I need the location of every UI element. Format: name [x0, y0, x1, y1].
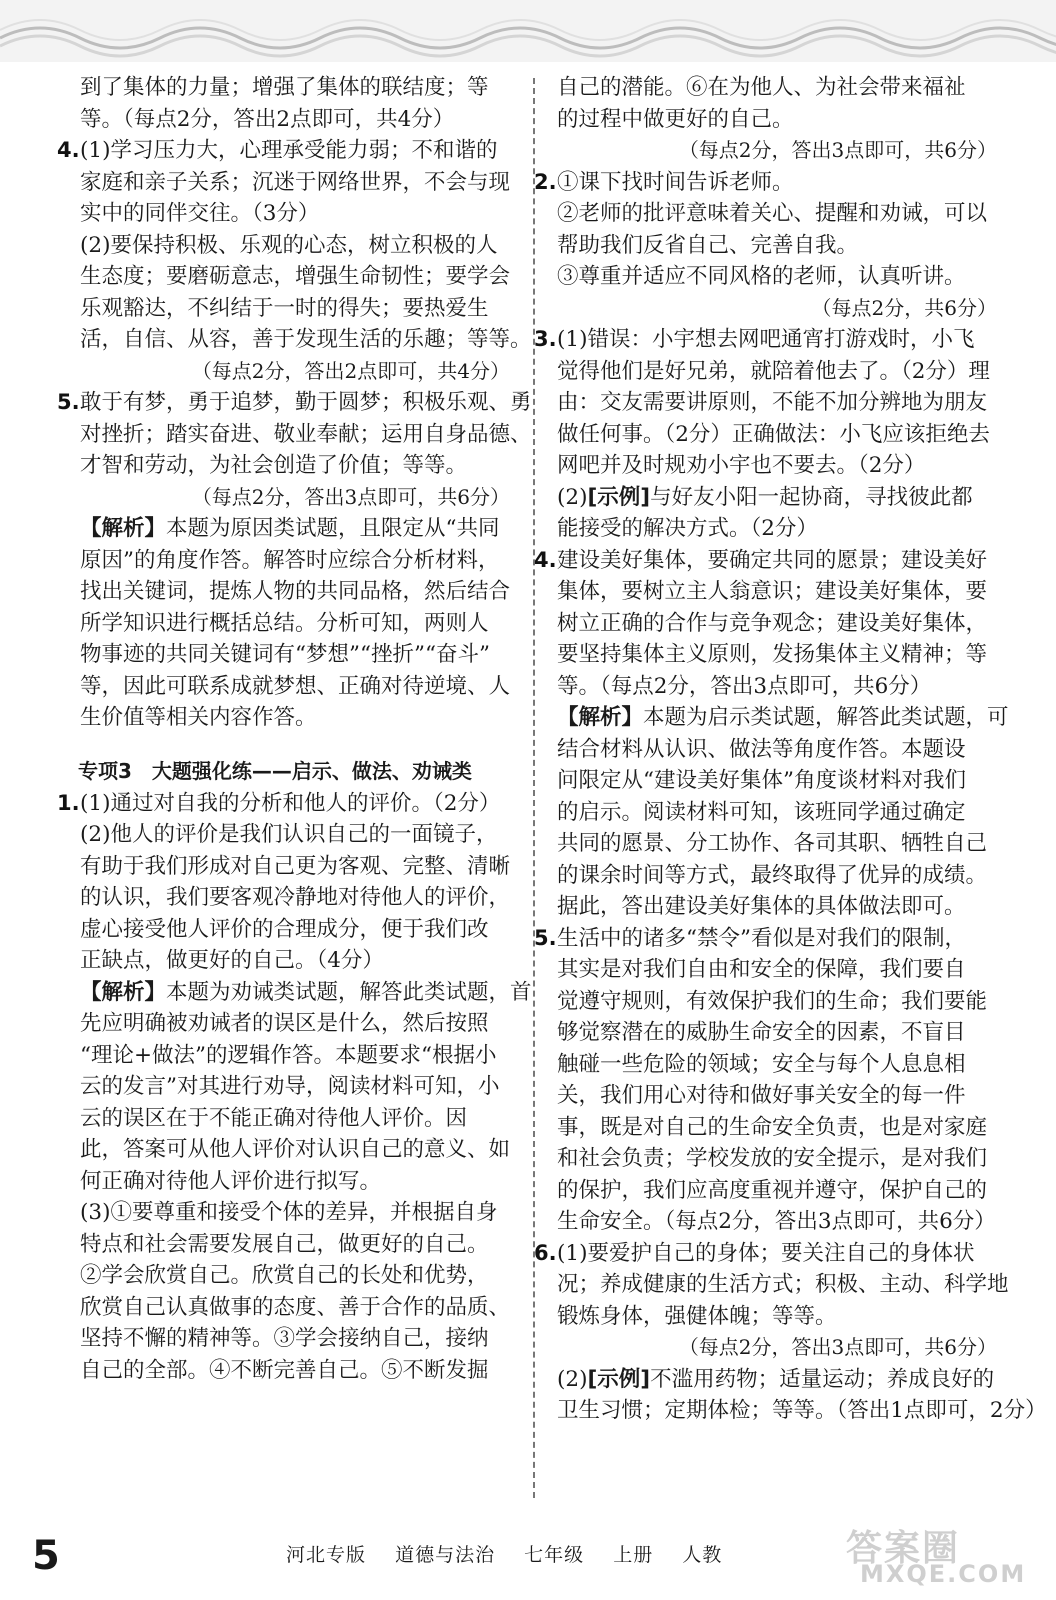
- text-line: 能接受的解决方式。（2分）: [557, 516, 818, 541]
- text-line: 据此，答出建设美好集体的具体做法即可。: [557, 894, 966, 919]
- sub-number: (2): [557, 484, 588, 510]
- text-line: 的课余时间等方式，最终取得了优异的成绩。: [557, 862, 988, 888]
- analysis-line: [80, 977, 532, 1009]
- text-line: (1)错误：小宇想去网吧通宵打游戏时，小飞: [557, 327, 975, 352]
- text-line: 等。（每点2分，答出2点即可，共4分）: [80, 106, 455, 132]
- grade-label: 七年级: [524, 1544, 585, 1566]
- text-line: 事，既是对自己的生命安全负责，也是对家庭: [557, 1114, 988, 1140]
- question-5-right: [534, 923, 997, 1238]
- header-decoration: [0, 0, 1056, 62]
- question-3: [534, 324, 997, 545]
- text-line: 敢于有梦，勇于追梦，勤于圆梦；积极乐观、勇: [80, 390, 532, 415]
- text-line: (2)要保持积极、乐观的心态，树立积极的人: [80, 232, 498, 258]
- text-line: (1)学习压力大，心理承受能力弱；不和谐的: [80, 138, 498, 163]
- text-line: “理论+做法”的逻辑作答。本题要求“根据小: [80, 1042, 497, 1068]
- book-info: [286, 1540, 744, 1567]
- question-5: [57, 387, 532, 734]
- right-column: [534, 72, 1047, 1427]
- section-question-1: [57, 788, 532, 1387]
- analysis-tag: 【解析】: [80, 979, 167, 1005]
- text-line: 欣赏自己认真做事的态度、善于合作的品质、: [80, 1294, 511, 1320]
- analysis-tag: 【解析】: [557, 705, 644, 730]
- score-note: （每点2分，答出3点即可，共6分）: [678, 138, 997, 162]
- text-line: ②学会欣赏自己。欣赏自己的长处和优势，: [80, 1263, 489, 1288]
- score-note: （每点2分，答出3点即可，共6分）: [191, 484, 510, 509]
- wave-pattern-icon: [0, 0, 1056, 62]
- text-line: 坚持不懈的精神等。③学会接纳自己，接纳: [80, 1326, 489, 1351]
- publisher-label: 人教: [682, 1544, 723, 1566]
- text-line: 的启示。阅读材料可知，该班同学通过确定: [557, 799, 966, 825]
- text-line: 关，我们用心对待和做好事关安全的每一件: [557, 1083, 966, 1108]
- text-line: 自己的全部。④不断完善自己。⑤不断发掘: [80, 1357, 489, 1383]
- text-line: (2)他人的评价是我们认识自己的一面镜子，: [80, 822, 498, 847]
- text-line: 其实是对我们自由和安全的保障，我们要自: [557, 957, 966, 982]
- text-line: 何正确对待他人评价进行拟写。: [80, 1168, 382, 1194]
- watermark-logo: [846, 1520, 1046, 1590]
- left-column: [57, 72, 532, 1386]
- text-line: 物事迹的共同关键词有“梦想”“挫折”“奋斗”: [80, 642, 490, 667]
- text-line: 问限定从“建设美好集体”角度谈材料对我们: [557, 768, 966, 793]
- text-line: ②老师的批评意味着关心、提醒和劝诫，可以: [557, 201, 988, 226]
- text-line: 做任何事。（2分）正确做法：小飞应该拒绝去: [557, 421, 990, 447]
- score-note: （每点2分，共6分）: [811, 295, 997, 320]
- text-line: 先应明确被劝诫者的误区是什么，然后按照: [80, 1011, 489, 1036]
- example-line: [557, 1364, 997, 1396]
- example-line: [557, 482, 997, 514]
- text-line: 的保护，我们应高度重视并遵守，保护自己的: [557, 1177, 988, 1203]
- text-line: 集体，要树立主人翁意识；建设美好集体，要: [557, 579, 988, 604]
- analysis-text: 本题为劝诫类试题，解答此类试题，首: [166, 979, 532, 1005]
- text-line: 生活中的诸多“禁令”看似是对我们的限制，: [557, 925, 966, 951]
- text-line: 云的误区在于不能正确对待他人评价。因: [80, 1105, 468, 1131]
- analysis-line: [80, 513, 510, 545]
- score-note: （每点2分，答出2点即可，共4分）: [191, 358, 510, 383]
- watermark-url: MXQE.COM: [860, 1560, 1027, 1588]
- text-line: 实中的同伴交往。（3分）: [80, 201, 320, 226]
- question-number: 3.: [534, 327, 557, 351]
- text-line: 网吧并及时规劝小宇也不要去。（2分）: [557, 453, 926, 478]
- question-number: 6.: [534, 1240, 557, 1265]
- text-line: 生态度；要磨砺意志，增强生命韧性；要学会: [80, 264, 511, 289]
- sub-number: (2): [557, 1366, 588, 1392]
- volume-label: 上册: [613, 1544, 654, 1566]
- question-6-right: [534, 1238, 1047, 1427]
- question-number: 1.: [57, 790, 80, 815]
- text-line: (3)①要尊重和接受个体的差异，并根据自身: [80, 1200, 498, 1225]
- text-line: 原因”的角度作答。解答时应综合分析材料，: [80, 547, 500, 573]
- text-line: 的认识，我们要客观冷静地对待他人的评价，: [80, 885, 511, 910]
- question-number: 5.: [534, 925, 557, 950]
- question-4-right: [534, 545, 1009, 923]
- analysis-text: 本题为原因类试题，且限定从“共同: [166, 516, 500, 541]
- text-line: 有助于我们形成对自己更为客观、完整、清晰: [80, 853, 511, 879]
- text-line: (1)要爱护自己的身体；要关注自己的身体状: [557, 1240, 975, 1266]
- text-line: 才智和劳动，为社会创造了价值；等等。: [80, 453, 468, 478]
- example-tag: [示例]: [587, 484, 651, 510]
- text-line: 等，因此可联系成就梦想、正确对待逆境、人: [80, 673, 511, 699]
- example-text: 不滥用药物；适量运动；养成良好的: [650, 1366, 995, 1392]
- text-line: 此，答案可从他人评价对认识自己的意义、如: [80, 1137, 511, 1162]
- column-divider: [533, 78, 535, 1498]
- watermark-text: 答案圈: [846, 1528, 961, 1569]
- text-line: 触碰一些危险的领域；安全与每个人息息相: [557, 1051, 966, 1077]
- edition-label: 河北专版: [286, 1544, 367, 1566]
- text-line: 要坚持集体主义原则，发扬集体主义精神；等: [557, 642, 988, 667]
- text-line: 够觉察潜在的威胁生命安全的因素，不盲目: [557, 1020, 966, 1045]
- question-2: [534, 167, 997, 325]
- question-4: [57, 135, 532, 387]
- text-line: 共同的愿景、分工协作、各司其职、牺牲自己: [557, 831, 988, 856]
- text-line: (1)通过对自我的分析和他人的评价。（2分）: [80, 790, 501, 816]
- question-number: 4.: [57, 138, 80, 162]
- text-line: 结合材料从认识、做法等角度作答。本题设: [557, 736, 966, 762]
- text-line: 卫生习惯；定期体检；等等。（答出1点即可，2分）: [557, 1398, 1047, 1423]
- text-line: 帮助我们反省自己、完善自我。: [557, 232, 859, 258]
- score-note: （每点2分，答出3点即可，共6分）: [678, 1335, 997, 1359]
- example-text: 与好友小阳一起协商，寻找彼此都: [650, 484, 973, 510]
- page-number: 5: [32, 1533, 60, 1579]
- text-line: 活，自信、从容，善于发现生活的乐趣；等等。: [80, 327, 532, 352]
- text-line: 的过程中做更好的自己。: [557, 106, 794, 132]
- text-line: 所学知识进行概括总结。分析可知，两则人: [80, 610, 489, 636]
- text-line: 对挫折；踏实奋进、敬业奉献；运用自身品德、: [80, 421, 532, 447]
- text-line: 生价值等相关内容作答。: [80, 705, 317, 730]
- text-line: 找出关键词，提炼人物的共同品格，然后结合: [80, 579, 511, 604]
- analysis-line: [557, 702, 1009, 734]
- text-line: 自己的潜能。⑥在为他人、为社会带来福祉: [557, 75, 966, 100]
- text-line: 正缺点，做更好的自己。（4分）: [80, 948, 384, 973]
- section-title: 专项3 大题强化练——启示、做法、劝诫类: [78, 758, 472, 783]
- text-line: 锻炼身体，强健体魄；等等。: [557, 1303, 837, 1329]
- question-number: 5.: [57, 390, 80, 414]
- text-line: 到了集体的力量；增强了集体的联结度；等: [80, 75, 489, 100]
- text-line: 生命安全。（每点2分，答出3点即可，共6分）: [557, 1209, 996, 1234]
- text-line: 建设美好集体，要确定共同的愿景；建设美好: [557, 547, 988, 573]
- text-line: 由：交友需要讲原则，不能不加分辨地为朋友: [557, 390, 988, 415]
- text-line: 等。（每点2分，答出3点即可，共6分）: [557, 673, 932, 699]
- text-line: 云的发言”对其进行劝导，阅读材料可知，小: [80, 1074, 500, 1099]
- subject-label: 道德与法治: [395, 1544, 496, 1566]
- text-line: 树立正确的合作与竞争观念；建设美好集体，: [557, 610, 988, 636]
- example-tag: [示例]: [587, 1366, 651, 1392]
- analysis-text: 本题为启示类试题，解答此类试题，可: [643, 705, 1009, 730]
- text-line: ①课下找时间告诉老师。: [557, 169, 794, 195]
- analysis-tag: 【解析】: [80, 516, 167, 541]
- text-line: ③尊重并适应不同风格的老师，认真听讲。: [557, 264, 966, 289]
- text-line: 特点和社会需要发展自己，做更好的自己。: [80, 1231, 489, 1257]
- text-line: 乐观豁达，不纠结于一时的得失；要热爱生: [80, 295, 489, 321]
- text-line: 况；养成健康的生活方式；积极、主动、科学地: [557, 1272, 1009, 1297]
- text-line: 虚心接受他人评价的合理成分，便于我们改: [80, 916, 489, 942]
- question-number: 2.: [534, 169, 557, 194]
- question-number: 4.: [534, 547, 557, 572]
- text-line: 和社会负责；学校发放的安全提示，是对我们: [557, 1146, 988, 1171]
- text-line: 觉得他们是好兄弟，就陪着他去了。（2分）理: [557, 358, 990, 384]
- text-line: 家庭和亲子关系；沉迷于网络世界，不会与现: [80, 169, 511, 195]
- text-line: 觉遵守规则，有效保护我们的生命；我们要能: [557, 988, 988, 1014]
